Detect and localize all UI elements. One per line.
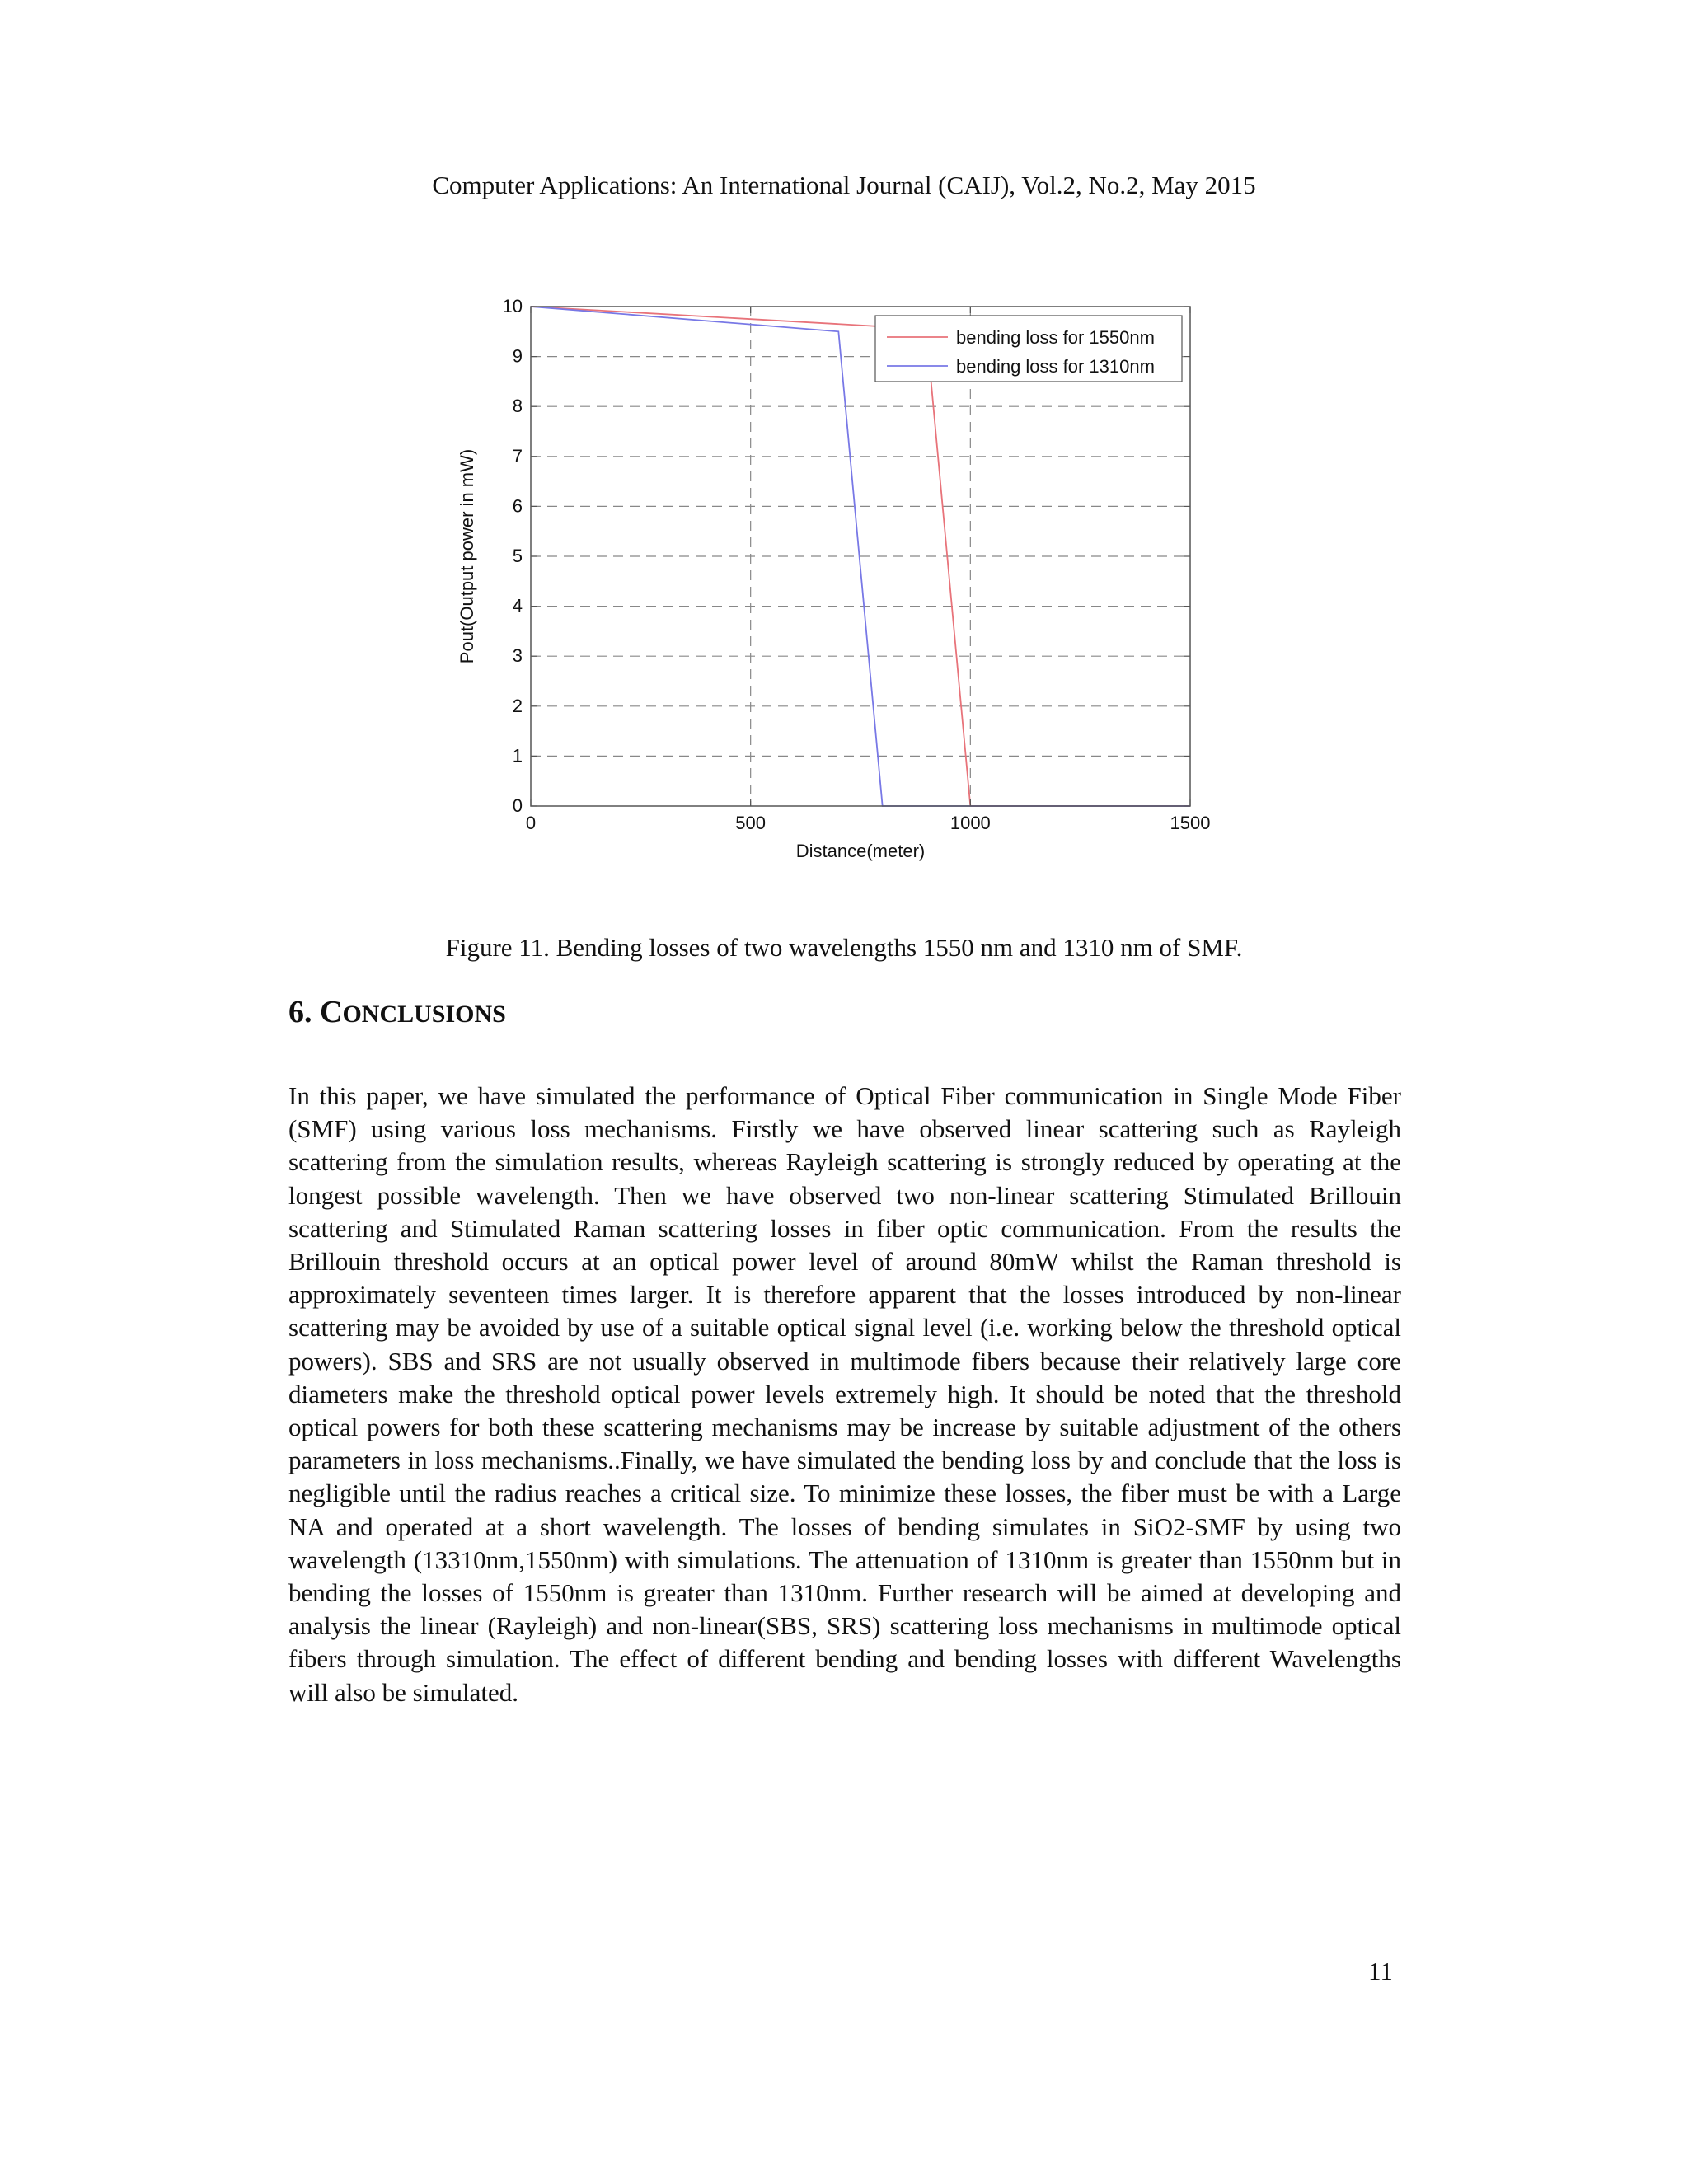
x-tick-label: 500 bbox=[735, 813, 767, 833]
x-tick-label: 1500 bbox=[1170, 813, 1211, 833]
y-tick-label: 7 bbox=[512, 445, 523, 466]
y-tick-label: 1 bbox=[512, 745, 523, 766]
section-title-rest: ONCLUSIONS bbox=[342, 1001, 506, 1028]
y-tick-label: 0 bbox=[512, 795, 523, 816]
chart-legend bbox=[875, 316, 1182, 382]
x-tick-label: 0 bbox=[525, 813, 537, 833]
page-number: 11 bbox=[1368, 1957, 1393, 1985]
bending-loss-chart bbox=[445, 288, 1236, 882]
legend-entry: bending loss for 1310nm bbox=[956, 356, 1155, 377]
figure-bending-loss bbox=[445, 288, 1236, 882]
section-number: 6. bbox=[288, 995, 312, 1029]
section-title-initial: C bbox=[320, 995, 343, 1029]
legend-entry: bending loss for 1550nm bbox=[956, 327, 1155, 348]
x-tick-label: 1000 bbox=[950, 813, 991, 833]
x-axis-label: Distance(meter) bbox=[795, 841, 926, 861]
journal-header: Computer Applications: An International Journal (CAIJ), Vol.2, No.2, May 2015 bbox=[432, 171, 1256, 199]
y-tick-label: 6 bbox=[512, 495, 523, 517]
figure-caption: Figure 11. Bending losses of two wavelengths 1550 nm and 1310 nm of SMF. bbox=[445, 933, 1243, 962]
y-tick-label: 2 bbox=[512, 695, 523, 716]
y-axis-label: Pout(Output power in mW) bbox=[456, 448, 477, 664]
y-tick-label: 4 bbox=[512, 595, 523, 616]
conclusions-paragraph: In this paper, we have simulated the performance of Optical Fiber communication in Single Mode Fiber (SMF) using various loss mechanisms. Firstly we have observed linear scattering such as Rayleigh scattering from the simulation results, whereas Rayleigh scattering is strongly reduced by operating at the longest possible wavelength. Then we have observed two non-linear scattering Stimulated Brillouin scattering and Stimulated Raman scattering losses in fiber optic communication. From the results the Brillouin threshold occurs at an optical power level of around 80mW whilst the Raman threshold is approximately seventeen times larger. It is therefore apparent that the losses introduced by non-linear scattering may be avoided by use of a suitable optical signal level (i.e. working below the threshold optical powers). SBS and SRS are not usually observed in multimode fibers because their relatively large core diameters make the threshold optical power levels extremely high. It should be noted that the threshold optical powers for both these scattering mechanisms may be increase by suitable adjustment of the others parameters in loss mechanisms..Finally, we have simulated the bending loss by and conclude that the loss is negligible until the radius reaches a critical size. To minimize these losses, the fiber must be with a Large NA and operated at a short wavelength. The losses of bending simulates in SiO2-SMF by using two wavelength (13310nm,1550nm) with simulations. The attenuation of 1310nm is greater than 1550nm but in bending the losses of 1550nm is greater than 1310nm. Further research will be aimed at developing and analysis the linear (Rayleigh) and non-linear(SBS, SRS) scattering loss mechanisms in multimode optical fibers through simulation. The effect of different bending and bending losses with different Wavelengths will also be simulated. bbox=[288, 1081, 1401, 1707]
y-tick-label: 8 bbox=[512, 396, 523, 417]
y-tick-label: 3 bbox=[512, 645, 523, 667]
section-heading bbox=[288, 994, 506, 1030]
y-tick-label: 9 bbox=[512, 345, 523, 367]
y-tick-label: 10 bbox=[502, 296, 523, 316]
y-tick-label: 5 bbox=[512, 546, 523, 566]
